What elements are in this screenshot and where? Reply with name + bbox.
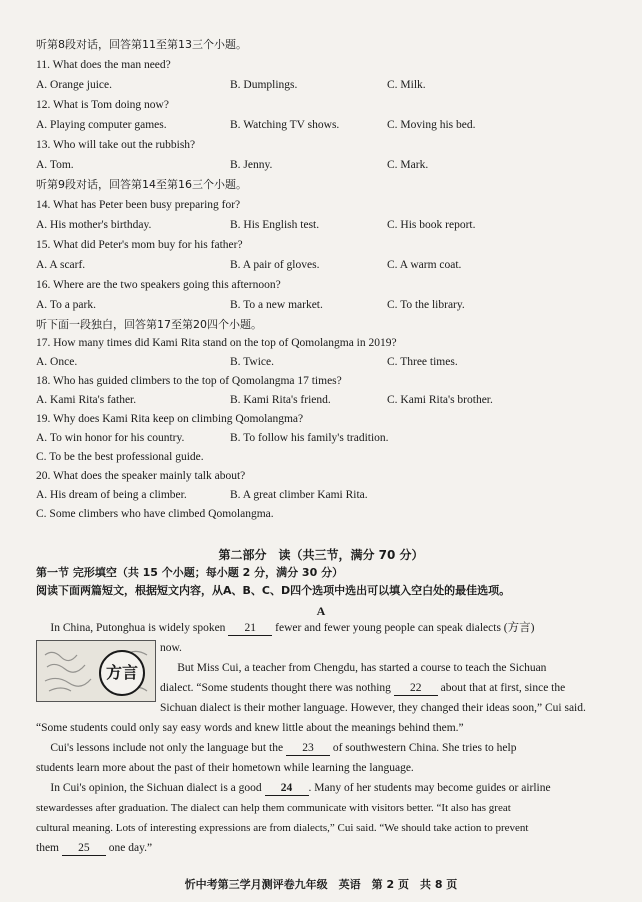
option-c: C. Milk. xyxy=(387,79,426,91)
option-c: C. His book report. xyxy=(387,219,476,231)
option-b: B. To follow his family's tradition. xyxy=(230,432,389,444)
dialect-illustration xyxy=(36,640,156,702)
option-c: C. Kami Rita's brother. xyxy=(387,394,493,406)
option-b: B. His English test. xyxy=(230,219,320,231)
passage-p4-line2: stewardesses after graduation. The dialect can help them communicate with visitors better. “It also has great xyxy=(36,802,511,814)
dialect-glyph: 方言 xyxy=(99,650,145,696)
option-c: C. Mark. xyxy=(387,159,429,171)
option-c: C. To the library. xyxy=(387,299,465,311)
passage-label: A xyxy=(316,604,326,618)
part-2-title: 第二部分 读（共三节，满分 70 分） xyxy=(218,548,424,562)
passage-p3-line1: Cui's lessons include not only the language but the 23 of southwestern China. She tries to help xyxy=(50,742,517,754)
blank-24: 24 xyxy=(265,782,309,796)
page-footer: 忻中考第三学月测评卷九年级 英语 第 2 页 共 8 页 xyxy=(184,878,458,891)
option-a: A. A scarf. xyxy=(36,259,86,271)
blank-25: 25 xyxy=(62,842,106,856)
option-b: B. A pair of gloves. xyxy=(230,259,320,271)
blank-22: 22 xyxy=(394,682,438,696)
option-c: C. Three times. xyxy=(387,356,458,368)
option-b: B. Watching TV shows. xyxy=(230,119,340,131)
option-c: C. Moving his bed. xyxy=(387,119,476,131)
option-b: B. Kami Rita's friend. xyxy=(230,394,331,406)
option-c: C. A warm coat. xyxy=(387,259,462,271)
option-b: B. To a new market. xyxy=(230,299,323,311)
blank-21: 21 xyxy=(228,622,272,636)
option-a: A. Playing computer games. xyxy=(36,119,167,131)
passage-p2-line3: Sichuan dialect is their mother language. However, they changed their ideas soon,” Cui said. xyxy=(160,702,586,714)
option-a: A. To a park. xyxy=(36,299,96,311)
passage-p3-line2: students learn more about the past of their hometown while learning the language. xyxy=(36,762,414,774)
passage-p4-line1: In Cui's opinion, the Sichuan dialect is a good 24 . Many of her students may become guides or airline xyxy=(50,782,551,794)
passage-p2-line4: “Some students could only say easy words and knew little about the meanings behind them.” xyxy=(36,722,464,734)
option-b: B. Jenny. xyxy=(230,159,273,171)
option-c: C. Some climbers who have climbed Qomolangma. xyxy=(36,508,274,520)
option-a: A. His mother's birthday. xyxy=(36,219,152,231)
blank-23: 23 xyxy=(286,742,330,756)
passage-p4-line3: cultural meaning. Lots of interesting expressions are from dialects,” Cui said. “We should take action to prevent xyxy=(36,822,529,834)
passage-p4-line4: them 25 one day.” xyxy=(36,842,153,854)
option-a: A. Tom. xyxy=(36,159,74,171)
exam-page: 听第8段对话，回答第11至第13三个小题。 11. What does the man need? A. Orange juice. B. Dumplings. C. Milk. 12. What is Tom doing now? A. Playing computer games. B. Watching TV shows. C. Moving his bed. 13. Who will take out the rubbish? A. Tom. B. Jenny. C. Mark. 听第9段对话，回答第14至第16三个小题。 14. What has Peter been busy preparing for? A. His mother's birthday. B. His English test. C. His book report. 15. What did Peter's mom buy for his father? A. A scarf. B. A pair of gloves. C. A warm coat. 16. Where are the two speakers going this afternoon? A. To a park. B. To a new market. C. To the library. 听下面一段独白，回答第17至第20四个小题。 17. How many times did Kami Rita stand on the top of Qomolangma in 2019? A. Once. B. Twice. C. Three times. 18. Who has guided climbers to the top of Qomolangma 17 times? A. Kami Rita's father. B. Kami Rita's friend. C. Kami Rita's brother. 19. Why does Kami Rita keep on climbing Qomolangma? A. To win honor for his country. B. To follow his family's tradition. C. To be the best professional guide. 20. What does the speaker mainly talk about? A. His dream of being a climber. B. A great climber Kami Rita. C. Some climbers who have climbed Qomolangma. 第二部分 读（共三节，满分 70 分） 第一节 完形填空（共 15 个小题；每小题 2 分，满分 30 分） 阅读下面两篇短文，根据短文内容，从A、B、C、D四个选项中选出可以填入空白处的最佳选项。 A In China, Putonghua is widely spoken 21 fewer and fewer young people can speak dialects (方言) 方言 now. But Miss Cui, a teacher from Chengdu, has started a course to teach the Sichuan dialect. “Some students thought there was nothing 22 about that at first, since the Sichuan dialect is their mother language. However, they changed their ideas soon,” Cui said. “Some students could only say easy words and knew little about the meanings behind them.” Cui's lessons include not only the language but the 23 of southwestern China. She tries to help students learn more about the past of their hometown while learning the language. In Cui's opinion, the Sichuan dialect is a good 24 . Many of her students may become guides or airline stewardesses after graduation. The dialect can help them communicate with visitors better. “It also has great cultural meaning. Lots of interesting expressions are from dialects,” Cui said. “We should take action to prevent them 25 one day.” 忻中考第三学月测评卷九年级 英语 第 2 页 共 8 页 xyxy=(0,0,642,902)
option-b: B. A great climber Kami Rita. xyxy=(230,489,368,501)
passage-p2-line1: But Miss Cui, a teacher from Chengdu, has started a course to teach the Sichuan xyxy=(177,662,547,674)
option-a: A. Kami Rita's father. xyxy=(36,394,137,406)
option-b: B. Twice. xyxy=(230,356,275,368)
option-a: A. Orange juice. xyxy=(36,79,112,91)
option-c: C. To be the best professional guide. xyxy=(36,451,204,463)
passage-p2-line2: dialect. “Some students thought there was nothing 22 about that at first, since the xyxy=(160,682,566,694)
passage-p1-line1: In China, Putonghua is widely spoken 21 fewer and fewer young people can speak dialects (方言) xyxy=(50,622,535,634)
passage-p1-line2: now. xyxy=(160,642,182,654)
option-a: A. Once. xyxy=(36,356,78,368)
option-a: A. To win honor for his country. xyxy=(36,432,185,444)
option-a: A. His dream of being a climber. xyxy=(36,489,187,501)
option-b: B. Dumplings. xyxy=(230,79,298,91)
